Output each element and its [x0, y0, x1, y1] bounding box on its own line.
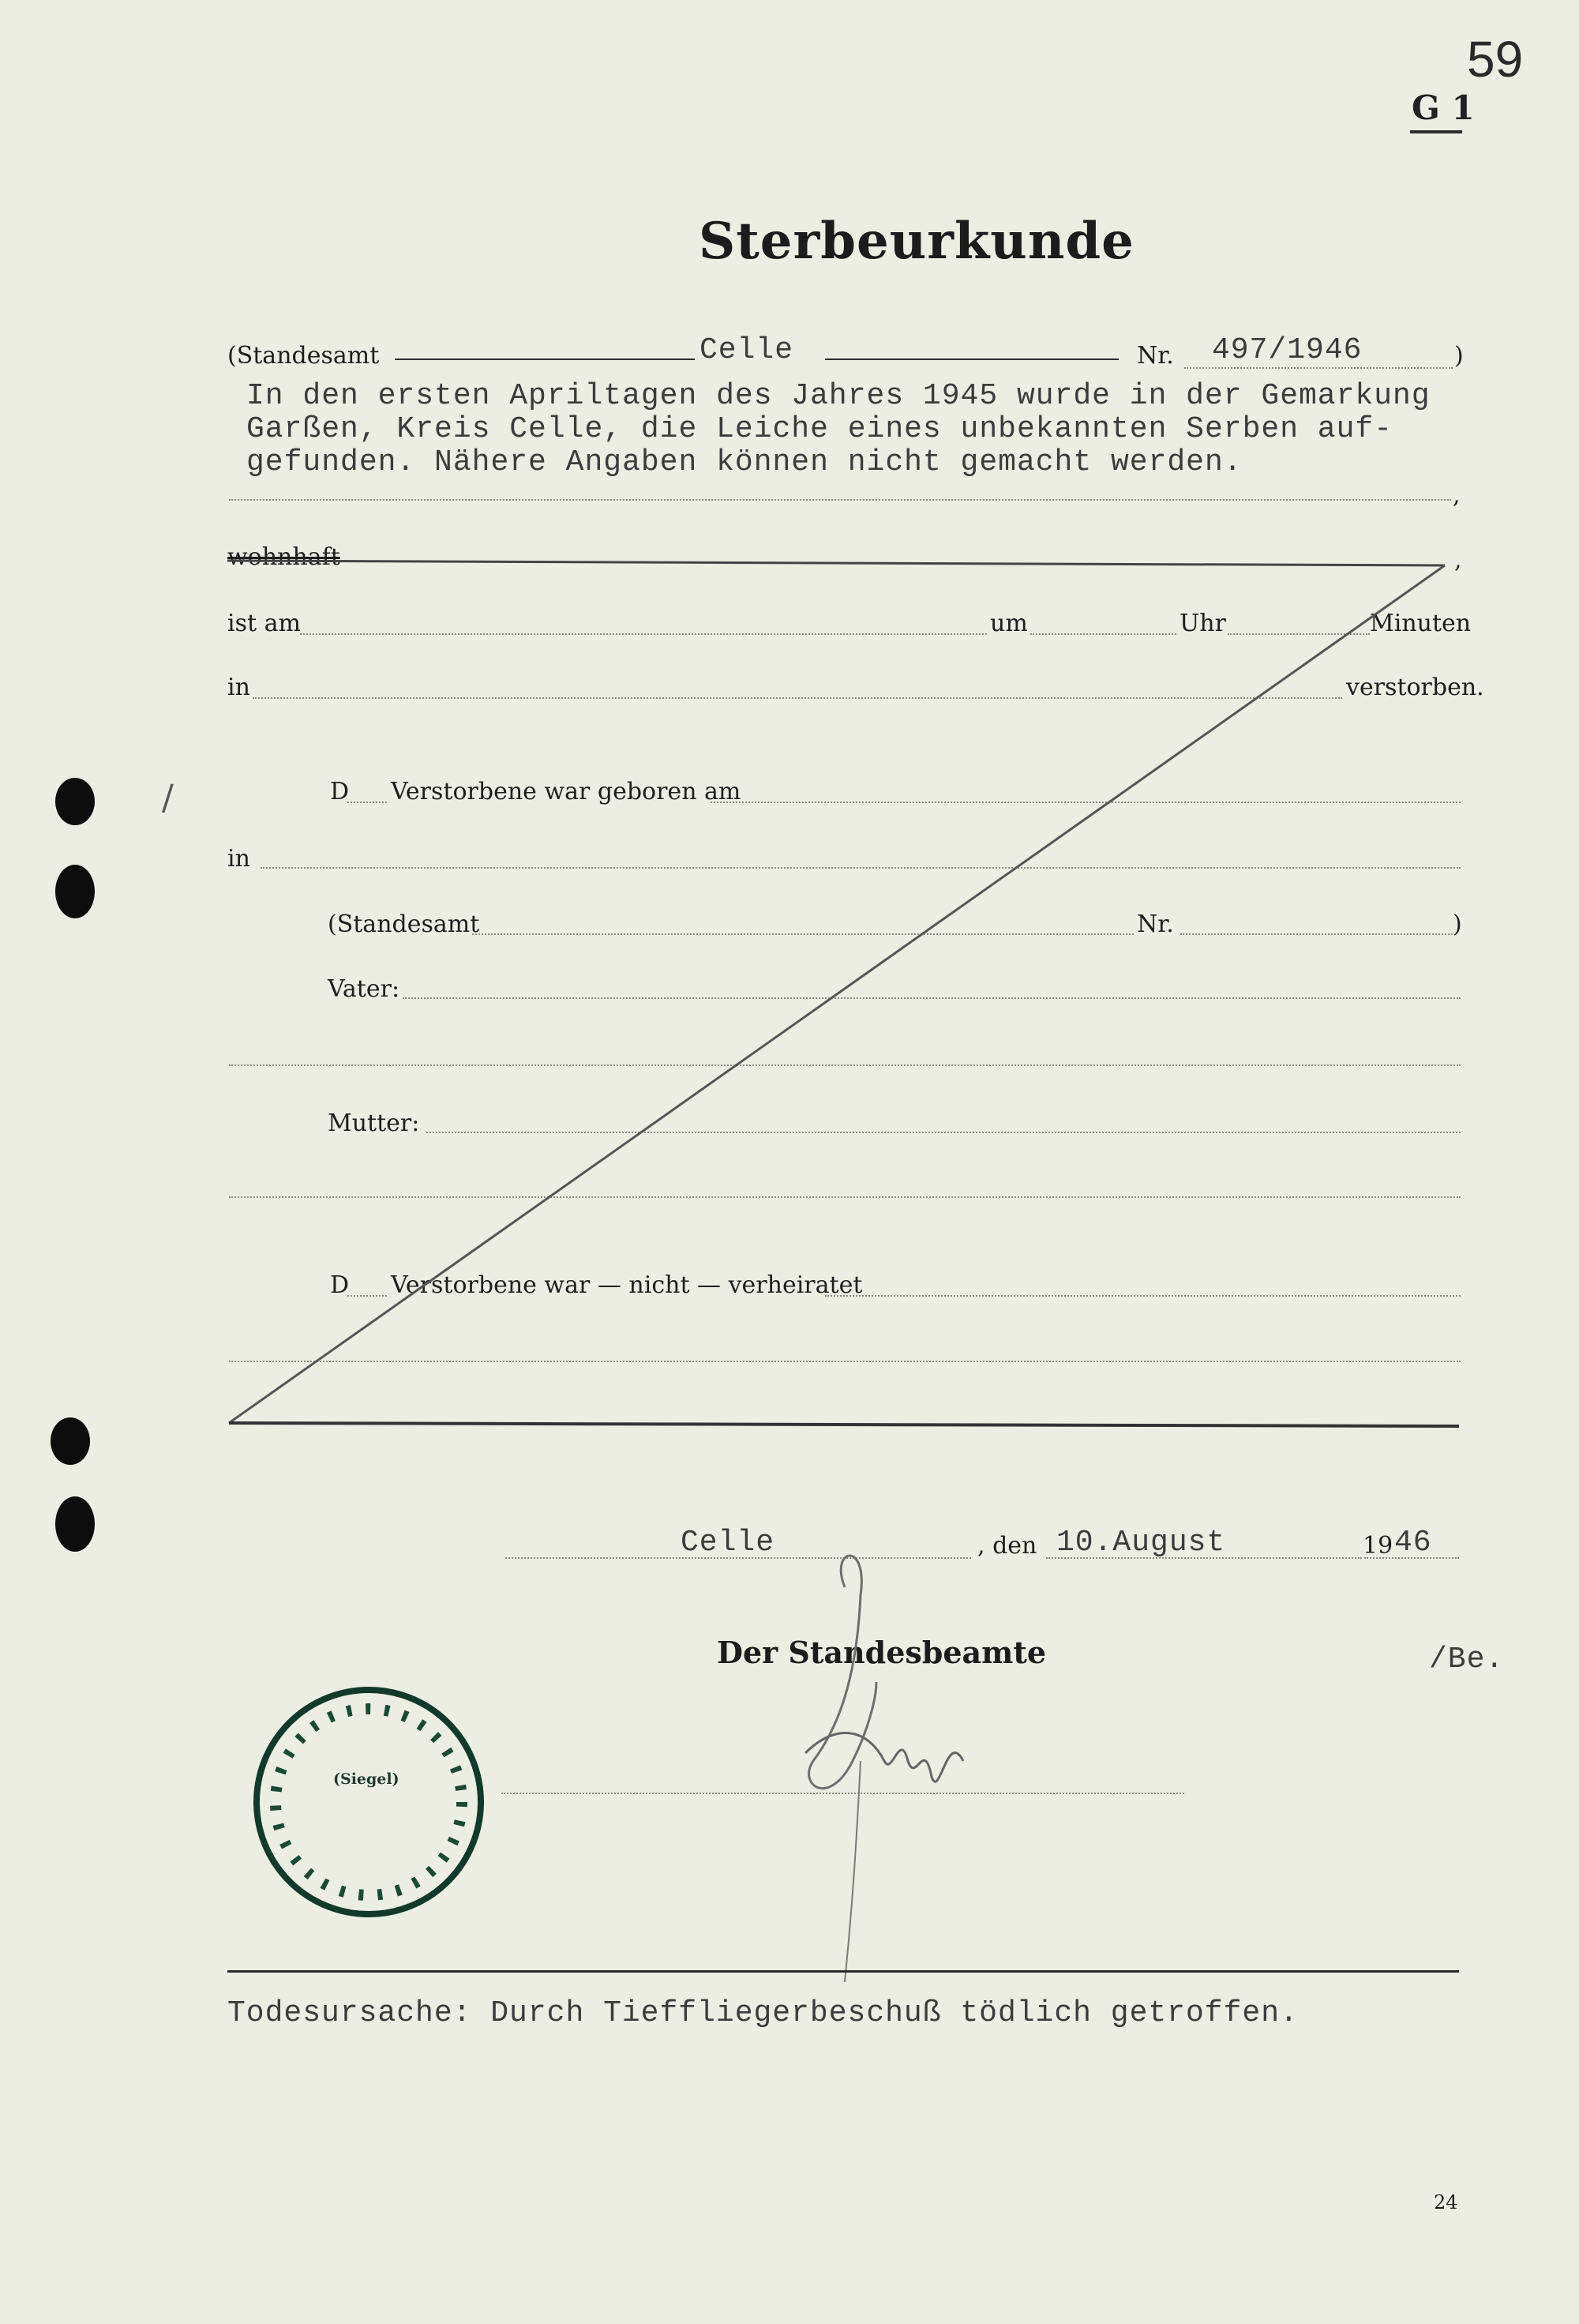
married-text: Verstorbene war — nicht — verheiratet	[391, 1271, 863, 1299]
in-label: in	[227, 674, 250, 701]
comma-mark: ,	[1454, 546, 1462, 574]
registry-office-value: Celle	[699, 333, 794, 367]
file-mark: G 1	[1412, 88, 1475, 127]
registry-close: )	[1454, 342, 1464, 370]
official-seal	[249, 1682, 489, 1923]
date-value: 10.August	[1056, 1526, 1226, 1560]
seal-ring-icon	[249, 1682, 489, 1923]
birth-place-label: in	[227, 845, 250, 873]
ist-am-label: ist am	[227, 610, 301, 637]
registry-number-label: Nr.	[1137, 342, 1174, 370]
cause-of-death: Todesursache: Durch Tieffliegerbeschuß tödlich getroffen.	[227, 1996, 1299, 2030]
registrar-label: Der Standesbeamte	[717, 1635, 1047, 1670]
close-paren-2: )	[1453, 910, 1462, 938]
mutter-label: Mutter:	[328, 1109, 420, 1137]
typed-line-3: gefunden. Nähere Angaben können nicht gemacht werden.	[246, 445, 1243, 479]
minuten-label: Minuten	[1370, 610, 1472, 637]
verstorben-label: verstorben.	[1346, 674, 1484, 701]
registrar-initials: /Be.	[1429, 1643, 1505, 1676]
um-label: um	[990, 610, 1028, 637]
den-label: , den	[977, 1532, 1037, 1560]
typed-line-2: Garßen, Kreis Celle, die Leiche eines unbekannten Serben auf-	[246, 412, 1393, 446]
year-prefix: 19	[1363, 1532, 1393, 1560]
handwritten-signature	[782, 1524, 995, 1990]
cause-rule	[227, 1970, 1459, 1973]
registry-prefix: (Standesamt	[227, 342, 380, 370]
standesamt-label-2: (Standesamt	[328, 910, 480, 938]
registry-number-value: 497/1946	[1212, 333, 1363, 367]
born-text: Verstorbene war geboren am	[391, 778, 741, 805]
seal-text: (Siegel)	[333, 1770, 399, 1788]
wohnhaft-label: wohnhaft	[227, 543, 340, 571]
nr-label-2: Nr.	[1137, 910, 1174, 938]
vater-label: Vater:	[328, 975, 400, 1003]
married-article: D	[330, 1271, 350, 1299]
page-number: 59	[1467, 31, 1524, 88]
typed-line-1: In den ersten Apriltagen des Jahres 1945 wurde in der Gemarkung	[246, 379, 1431, 413]
year-suffix: 46	[1394, 1526, 1432, 1560]
uhr-label: Uhr	[1180, 610, 1226, 637]
margin-tick: /	[162, 778, 174, 818]
comma-mark: ,	[1453, 482, 1461, 509]
footer-number: 24	[1434, 2191, 1458, 2213]
document-title: Sterbeurkunde	[699, 212, 1135, 271]
place-value: Celle	[681, 1526, 775, 1560]
born-article: D	[330, 778, 350, 805]
